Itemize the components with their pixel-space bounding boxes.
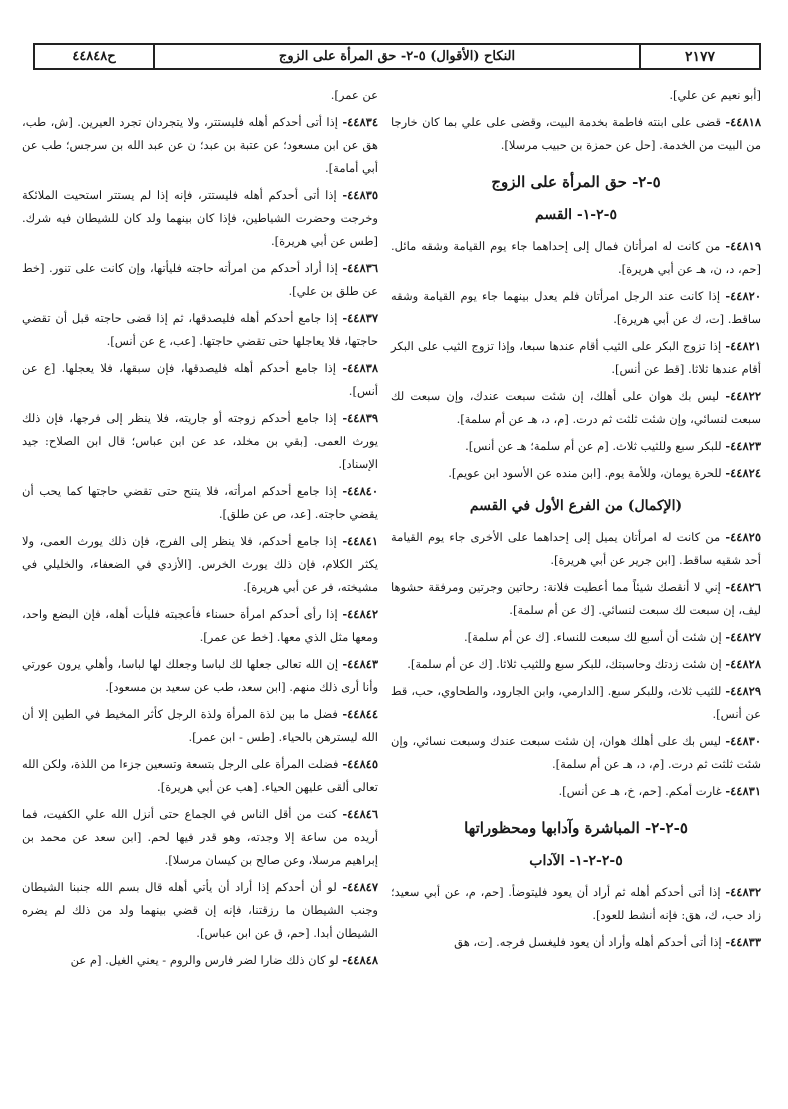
hadith-text: إذا جامع أحدكم أهله فليصدقها، ثم إذا قضى حاجته قبل أن تقضي حاجتها، فلا يعاجلها حتى تقضي حاجتها. [عب، ع عن أنس]. — [22, 311, 378, 348]
hadith-text: إذا رأى أحدكم امرأة حسناء فأعجبته فليأت أهله، فإن البضع واحد، ومعها مثل الذي معها. [خط عن عمر]. — [22, 607, 378, 644]
hadith-text: لو أن أحدكم إذا أراد أن يأتي أهله قال بسم الله جنبنا الشيطان وجنب الشيطان ما رزقتنا، فإنه إن قضي بينهما ولد من ذلك لم يضره الشيطان أبدا. [حم، ق عن ابن عباس]. — [22, 880, 378, 940]
hadith-number: ٤٤٨٤٥- — [342, 757, 379, 771]
hadith-number: ٤٤٨٣٢- — [725, 885, 762, 899]
section-heading: ٥-٢-٢- المباشرة وآدابها ومحظوراتها — [464, 819, 688, 837]
page-number: ٢١٧٧ — [639, 45, 759, 68]
hadith-paragraph — [391, 576, 761, 622]
hadith-number: ٤٤٨٤٠- — [342, 484, 379, 498]
section-heading: ٥-٢-١- القسم — [535, 207, 617, 223]
hadith-paragraph — [22, 753, 378, 799]
hadith-paragraph — [391, 385, 761, 431]
hadith-text: للبكر سبع وللثيب ثلاث. [م عن أم سلمة؛ هـ عن أنس]. — [465, 439, 722, 453]
hadith-paragraph — [391, 285, 761, 331]
hadith-text: إذا جامع أحدكم امرأته، فلا يتنح حتى تقضي حاجتها كما يحب أن يقضي حاجته. [عد، ص عن طلق]. — [22, 484, 378, 521]
hadith-number: ٤٤٨٣١- — [725, 784, 761, 798]
hadith-paragraph — [391, 653, 761, 676]
hadith-text: إذا أتى أحدكم أهله وأراد أن يعود فليغسل فرجه. [ت، هق — [454, 935, 722, 949]
hadith-paragraph — [391, 462, 761, 485]
hadith-number: ٤٤٨٣٨- — [342, 361, 378, 375]
hadith-text: للثيب ثلاث، وللبكر سبع. [الدارمي، وابن الجارود، والطحاوي، حب، قط عن أنس]. — [391, 684, 761, 721]
hadith-number: ٤٤٨٣٤- — [342, 115, 378, 129]
hadith-text: غارت أمكم. [حم، خ، هـ عن أنس]. — [558, 784, 722, 798]
hadith-number: ٤٤٨٢٣- — [725, 439, 761, 453]
hadith-paragraph — [22, 84, 378, 107]
hadith-paragraph — [391, 680, 761, 726]
hadith-paragraph — [22, 703, 378, 749]
hadith-paragraph — [391, 111, 761, 157]
hadith-text: قضى على ابنته فاطمة بخدمة البيت، وقضى على علي بما كان خارجا من البيت من الخدمة. [حل عن حمزة بن حبيب مرسلا]. — [391, 115, 761, 152]
hadith-text: [أبو نعيم عن علي]. — [669, 88, 761, 102]
hadith-number: ٤٤٨٣٩- — [342, 411, 378, 425]
hadith-paragraph — [391, 435, 761, 458]
hadith-paragraph — [22, 184, 378, 253]
hadith-number: ٤٤٨٢٠- — [725, 289, 762, 303]
hadith-paragraph — [22, 530, 378, 599]
hadith-number: ٤٤٨٤٣- — [342, 657, 379, 671]
hadith-paragraph — [391, 235, 761, 281]
hadith-text: إن الله تعالى جعلها لك لباسا وجعلك لها لباسا، وأهلي يرون عورتي وأنا أرى ذلك منهم. [ابن سعد، طب عن سعيد بن مسعود]. — [22, 657, 378, 694]
hadith-paragraph — [391, 526, 761, 572]
hadith-text: عن عمر]. — [330, 88, 378, 102]
hadith-text: إذا جامع أحدكم أهله فليصدقها، فإن سبقها، فلا يعجلها. [ع عن أنس]. — [22, 361, 378, 398]
hadith-text: كنت من أقل الناس في الجماع حتى أنزل الله علي الكفيت، فما أريده من ساعة إلا وجدته، وهو قدر فيها لحم. [ابن سعد عن محمد بن إبراهيم مرسلا، وعن صالح بن كيسان مرسلا]. — [22, 807, 378, 867]
hadith-text: فضل ما بين لذة المرأة ولذة الرجل كأثر المخيط في الطين إلا أن الله ليسترهن بالحياء. [طس - ابن عمر]. — [22, 707, 378, 744]
hadith-text: من كانت له امرأتان فمال إلى إحداهما جاء يوم القيامة وشقه مائل. [حم، د، ن، هـ عن أبي هريرة]. — [391, 239, 761, 276]
hadith-number: ٤٤٨٤٧- — [342, 880, 378, 894]
hadith-number: ٤٤٨٤٤- — [342, 707, 378, 721]
hadith-text: إذا جامع أحدكم، فلا ينظر إلى الفرج، فإن ذلك يورث العمى، ولا يكثر الكلام، فإن ذلك يورث الخرس. [الأزدي في الضعفاء، والخليلي في مشيخته، فر عن أبي هريرة]. — [22, 534, 378, 594]
hadith-number: ٤٤٨٢٢- — [725, 389, 761, 403]
section-heading: ٥-٢-٢-١- الآداب — [529, 853, 623, 869]
hadith-number: ٤٤٨٣٣- — [725, 935, 761, 949]
hadith-text: إذا جامع أحدكم زوجته أو جاريته، فلا ينظر إلى فرجها، فإن ذلك يورث العمى. [بقي بن مخلد، عد عن ابن عباس؛ قال ابن الصلاح: جيد الإسناد]. — [22, 411, 378, 471]
hadith-paragraph — [22, 357, 378, 403]
running-header — [33, 43, 761, 70]
hadith-number: ٤٤٨٢٩- — [725, 684, 762, 698]
hadith-number: ٤٤٨٢٤- — [725, 466, 761, 480]
hadith-number: ٤٤٨٤٦- — [342, 807, 379, 821]
hadith-paragraph — [22, 603, 378, 649]
hadith-paragraph — [391, 780, 761, 803]
hadith-text: ليس بك على أهلك هوان، إن شئت سبعت عندك وسبعت نسائي، وإن شئت ثلثت ثم درت. [م، د، هـ عن أم سلمة]. — [391, 734, 761, 771]
hadith-paragraph — [391, 335, 761, 381]
hadith-number: ٤٤٨٣٧- — [342, 311, 378, 325]
hadith-text: لو كان ذلك ضارا لضر فارس والروم - يعني الغيل. [م عن — [70, 953, 339, 967]
hadith-number: ٤٤٨٢٥- — [725, 530, 762, 544]
hadith-text: إذا أتى أحدكم أهله ثم أراد أن يعود فليتوضأ. [حم، م، عن أبي سعيد؛ زاد حب، ك، هق: فإنه أنشط للعود]. — [391, 885, 761, 922]
hadith-paragraph — [391, 881, 761, 927]
hadith-paragraph — [22, 257, 378, 303]
hadith-paragraph — [22, 111, 378, 180]
section-heading: ٥-٢- حق المرأة على الزوج — [491, 173, 661, 191]
hadith-paragraph — [22, 653, 378, 699]
hadith-paragraph — [22, 949, 378, 972]
right-column — [391, 84, 761, 958]
hadith-number: ٤٤٨٢٦- — [725, 580, 761, 594]
hadith-number: ٤٤٨٢٧- — [725, 630, 761, 644]
hadith-number: ٤٤٨٤١- — [342, 534, 379, 548]
hadith-number: ٤٤٨١٨- — [725, 115, 762, 129]
hadith-paragraph — [391, 931, 761, 954]
hadith-text: من كانت له امرأتان يميل إلى إحداهما على الأخرى جاء يوم القيامة أحد شقيه ساقط. [ابن جرير عن أبي هريرة]. — [391, 530, 761, 567]
hadith-text: إذا أراد أحدكم من امرأته حاجته فليأتها، وإن كانت على تنور. [خط عن طلق بن علي]. — [22, 261, 378, 298]
hadith-text: ليس بك هوان على أهلك، إن شئت سبعت عندك، وإن سبعت لك سبعت لنسائي، وإن شئت ثلثت ثم درت. [م، د، هـ عن أم سلمة]. — [391, 389, 761, 426]
hadith-text: إذا تزوج البكر على الثيب أقام عندها سبعا، وإذا تزوج الثيب على البكر أقام عندها ثلاثا. [قط عن أنس]. — [391, 339, 761, 376]
hadith-number: ٤٤٨٢٨- — [725, 657, 761, 671]
hadith-number: ٤٤٨٣٥- — [342, 188, 379, 202]
hadith-paragraph — [22, 407, 378, 476]
hadith-paragraph — [391, 626, 761, 649]
hadith-paragraph — [22, 307, 378, 353]
hadith-text: فضلت المرأة على الرجل بتسعة وتسعين جزءا من اللذة، ولكن الله تعالى ألقى عليهن الحياء. [هب عن أبي هريرة]. — [22, 757, 378, 794]
hadith-number: ٤٤٨٣٠- — [725, 734, 761, 748]
hadith-text: إذا أتى أحدكم أهله فليستتر، ولا يتجردان تجرد العيرين. [ش، طب، هق عن ابن مسعود؛ عن عتبة بن عبد؛ ن عن عبد الله بن سرجس؛ طب عن أبي أمامة]. — [22, 115, 378, 175]
hadith-number: ٤٤٨٢١- — [725, 339, 762, 353]
hadith-text: للحرة يومان، وللأمة يوم. [ابن منده عن الأسود ابن عويم]. — [448, 466, 722, 480]
hadith-text: إني لا أنقصك شيئاً مما أعطيت فلانة: رحاتين وجرتين ومرفقة حشوها ليف، إن سبعت لك سبعت لنسائي. [ك عن أم سلمة]. — [391, 580, 761, 617]
hadith-number: ٤٤٨١٩- — [725, 239, 762, 253]
hadith-paragraph — [391, 730, 761, 776]
hadith-paragraph — [391, 84, 761, 107]
hadith-text: إذا أتى أحدكم أهله فليستتر، فإنه إذا لم يستتر استحيت الملائكة وخرجت وحضرت الشياطين، فإذا كان بينهما ولد كان للشيطان فيه شرك. [طس عن أبي هريرة]. — [22, 188, 378, 248]
hadith-range: ح٤٤٨٤٨ — [35, 45, 155, 68]
chapter-title: النكاح (الأقوال) ٥-٢- حق المرأة على الزوج — [278, 49, 516, 64]
hadith-text: إن شئت أن أسبع لك سبعت للنساء. [ك عن أم سلمة]. — [463, 630, 722, 644]
section-heading: (الإكمال) من الفرع الأول في القسم — [469, 498, 683, 514]
hadith-paragraph — [22, 876, 378, 945]
hadith-number: ٤٤٨٣٦- — [342, 261, 378, 275]
hadith-number: ٤٤٨٤٨- — [342, 953, 378, 967]
hadith-paragraph — [22, 480, 378, 526]
hadith-text: إذا كانت عند الرجل امرأتان فلم يعدل بينهما جاء يوم القيامة وشقه ساقط. [ت، ك عن أبي هريرة]. — [391, 289, 761, 326]
hadith-text: إن شئت زدتك وحاسبتك، للبكر سبع وللثيب ثلاثا. [ك عن أم سلمة]. — [407, 657, 722, 671]
hadith-number: ٤٤٨٤٢- — [342, 607, 378, 621]
hadith-paragraph — [22, 803, 378, 872]
left-column — [22, 84, 378, 976]
